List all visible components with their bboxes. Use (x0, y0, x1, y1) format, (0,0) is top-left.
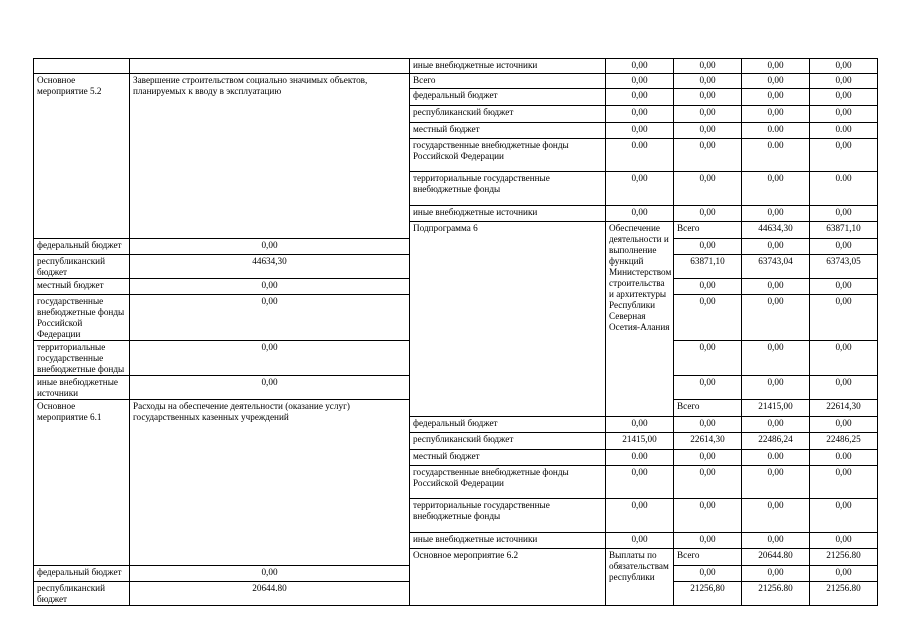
funding-source-cell: государственные внебюджетные фонды Российской Федерации (34, 295, 130, 341)
amount-cell: 0.00 (810, 172, 878, 206)
amount-cell: 0,00 (606, 59, 674, 74)
amount-cell: 0,00 (742, 279, 810, 295)
funding-source-cell: иные внебюджетные источники (410, 533, 606, 549)
amount-cell: 21256.80 (742, 582, 810, 606)
amount-cell: 0,00 (810, 139, 878, 172)
amount-cell: 0,00 (742, 295, 810, 341)
amount-cell: 0,00 (742, 466, 810, 499)
funding-source-cell: Всего (674, 549, 742, 566)
amount-cell: 0,00 (674, 279, 742, 295)
amount-cell: 0,00 (810, 206, 878, 222)
table-row (34, 59, 878, 74)
amount-cell: 0,00 (130, 341, 410, 376)
funding-source-cell: местный бюджет (34, 279, 130, 295)
amount-cell: 0,00 (606, 499, 674, 533)
funding-source-cell: иные внебюджетные источники (410, 206, 606, 222)
amount-cell: 0,00 (810, 417, 878, 433)
amount-cell: 0,00 (674, 206, 742, 222)
amount-cell: 0,00 (130, 376, 410, 400)
amount-cell: 0,00 (742, 172, 810, 206)
amount-cell: 0,00 (606, 206, 674, 222)
amount-cell: 21415,00 (606, 433, 674, 450)
amount-cell: 44634,30 (742, 222, 810, 239)
amount-cell: 22486,24 (742, 433, 810, 450)
amount-cell: 44634,30 (130, 255, 410, 279)
amount-cell: 21415,00 (742, 400, 810, 417)
funding-source-cell: местный бюджет (410, 450, 606, 466)
amount-cell: 0,00 (130, 295, 410, 341)
amount-cell: 0,00 (674, 106, 742, 123)
amount-cell: 0,00 (810, 499, 878, 533)
amount-cell: 22614,30 (674, 433, 742, 450)
amount-cell: 0,00 (810, 376, 878, 400)
amount-cell: 0,00 (674, 417, 742, 433)
funding-source-cell: иные внебюджетные источники (410, 59, 606, 74)
amount-cell: 0,00 (606, 417, 674, 433)
funding-source-cell: государственные внебюджетные фонды Российской Федерации (410, 466, 606, 499)
amount-cell: 0,00 (810, 89, 878, 106)
amount-cell: 0,00 (674, 89, 742, 106)
amount-cell: 0,00 (674, 295, 742, 341)
amount-cell: 0,00 (742, 376, 810, 400)
amount-cell: 0,00 (810, 239, 878, 255)
amount-cell: 0,00 (606, 533, 674, 549)
amount-cell: 63871,10 (810, 222, 878, 239)
amount-cell: 0,00 (742, 499, 810, 533)
amount-cell: 0.00 (742, 139, 810, 172)
activity-code-cell (34, 59, 130, 74)
table-row (34, 74, 878, 89)
amount-cell: 0,00 (606, 74, 674, 89)
activity-name-cell (130, 59, 410, 74)
funding-source-cell: республиканский бюджет (34, 255, 130, 279)
amount-cell: 0,00 (742, 74, 810, 89)
activity-code-cell: Основное мероприятие 6.2 (410, 549, 606, 606)
amount-cell: 0,00 (130, 239, 410, 255)
funding-source-cell: государственные внебюджетные фонды Российской Федерации (410, 139, 606, 172)
amount-cell: 0,00 (674, 74, 742, 89)
amount-cell: 0.00 (742, 123, 810, 139)
amount-cell: 0,00 (130, 566, 410, 582)
amount-cell: 0,00 (742, 89, 810, 106)
funding-source-cell: местный бюджет (410, 123, 606, 139)
amount-cell: 0,00 (810, 74, 878, 89)
funding-source-cell: иные внебюджетные источники (34, 376, 130, 400)
amount-cell: 63871,10 (674, 255, 742, 279)
amount-cell: 0,00 (674, 566, 742, 582)
amount-cell: 0,00 (810, 106, 878, 123)
funding-source-cell: территориальные государственные внебюджетные фонды (410, 499, 606, 533)
funding-source-cell: федеральный бюджет (410, 89, 606, 106)
amount-cell: 0,00 (742, 566, 810, 582)
funding-source-cell: территориальные государственные внебюджетные фонды (34, 341, 130, 376)
amount-cell: 0,00 (606, 89, 674, 106)
amount-cell: 21256,80 (674, 582, 742, 606)
amount-cell: 21256.80 (810, 582, 878, 606)
amount-cell: 0.00 (606, 139, 674, 172)
budget-table-body (34, 59, 878, 606)
funding-source-cell: республиканский бюджет (410, 433, 606, 450)
amount-cell: 0,00 (742, 106, 810, 123)
activity-name-cell: Расходы на обеспечение деятельности (оказание услуг) государственных казенных учреждений (130, 400, 410, 566)
amount-cell: 0.00 (810, 450, 878, 466)
amount-cell: 21256.80 (810, 549, 878, 566)
funding-source-cell: территориальные государственные внебюджетные фонды (410, 172, 606, 206)
activity-code-cell: Основное мероприятие 5.2 (34, 74, 130, 239)
amount-cell: 0,00 (674, 123, 742, 139)
amount-cell: 0.00 (606, 450, 674, 466)
funding-source-cell: федеральный бюджет (410, 417, 606, 433)
amount-cell: 0.00 (810, 123, 878, 139)
activity-name-cell: Обеспечение деятельности и выполнение функций Министерством строительства и архитектуры Республики Северная Осетия-Алания (606, 222, 674, 417)
amount-cell: 0,00 (810, 341, 878, 376)
amount-cell: 63743,04 (742, 255, 810, 279)
funding-source-cell: федеральный бюджет (34, 566, 130, 582)
activity-code-cell: Основное мероприятие 6.1 (34, 400, 130, 566)
activity-name-cell: Выплаты по обязательствам республики (606, 549, 674, 606)
activity-code-cell: Подпрограмма 6 (410, 222, 606, 417)
amount-cell: 0,00 (674, 239, 742, 255)
amount-cell: 63743,05 (810, 255, 878, 279)
funding-source-cell: Всего (410, 74, 606, 89)
amount-cell: 0,00 (606, 466, 674, 499)
amount-cell: 0,00 (674, 59, 742, 74)
amount-cell: 0,00 (606, 106, 674, 123)
amount-cell: 0,00 (742, 417, 810, 433)
amount-cell: 0,00 (674, 341, 742, 376)
amount-cell: 0,00 (810, 533, 878, 549)
amount-cell: 22614,30 (810, 400, 878, 417)
budget-table (33, 58, 878, 606)
amount-cell: 0,00 (742, 239, 810, 255)
amount-cell: 0,00 (674, 139, 742, 172)
amount-cell: 0,00 (674, 376, 742, 400)
funding-source-cell: Всего (674, 222, 742, 239)
funding-source-cell: Всего (674, 400, 742, 417)
amount-cell: 0,00 (810, 295, 878, 341)
amount-cell: 0,00 (742, 59, 810, 74)
amount-cell: 20644.80 (742, 549, 810, 566)
amount-cell: 0,00 (810, 566, 878, 582)
amount-cell: 0.00 (742, 450, 810, 466)
amount-cell: 0,00 (606, 123, 674, 139)
funding-source-cell: республиканский бюджет (34, 582, 130, 606)
amount-cell: 0,00 (674, 533, 742, 549)
activity-name-cell: Завершение строительством социально значимых объектов, планируемых к вводу в эксплуатацию (130, 74, 410, 239)
amount-cell: 0,00 (742, 533, 810, 549)
amount-cell: 0,00 (674, 499, 742, 533)
amount-cell: 0,00 (674, 172, 742, 206)
amount-cell: 22486,25 (810, 433, 878, 450)
amount-cell: 0,00 (810, 59, 878, 74)
funding-source-cell: федеральный бюджет (34, 239, 130, 255)
amount-cell: 0,00 (674, 450, 742, 466)
amount-cell: 0,00 (606, 172, 674, 206)
amount-cell: 20644.80 (130, 582, 410, 606)
amount-cell: 0,00 (130, 279, 410, 295)
amount-cell: 0,00 (674, 466, 742, 499)
amount-cell: 0,00 (810, 466, 878, 499)
amount-cell: 0,00 (810, 279, 878, 295)
amount-cell: 0,00 (742, 206, 810, 222)
funding-source-cell: республиканский бюджет (410, 106, 606, 123)
amount-cell: 0,00 (742, 341, 810, 376)
